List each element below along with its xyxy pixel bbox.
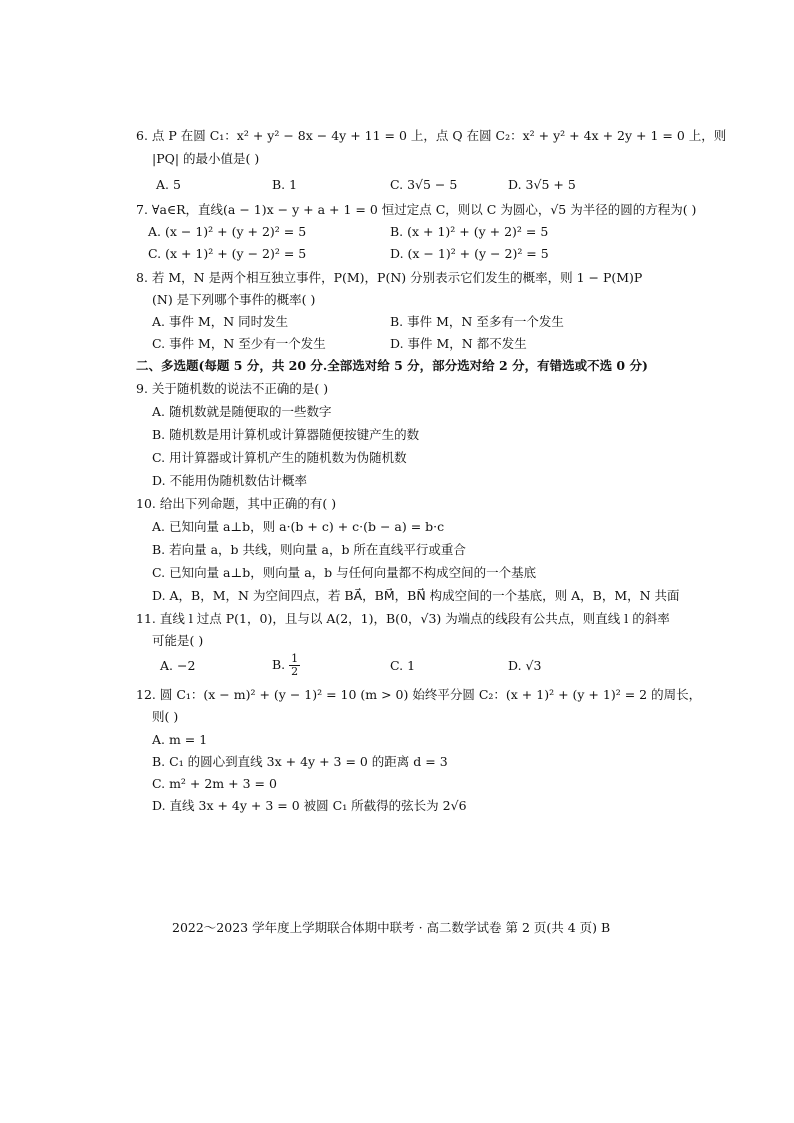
question-7-option-d: D. (x − 1)² + (y − 2)² = 5 (390, 246, 549, 261)
question-8-option-d: D. 事件 M，N 都不发生 (390, 336, 527, 351)
question-11-option-c: C. 1 (390, 658, 416, 673)
question-11-option-b (272, 650, 300, 680)
question-6-stem: 6. 点 P 在圆 C₁：x² + y² − 8x − 4y + 11 = 0 上，点 Q 在圆 C₂：x² + y² + 4x + 2y + 1 = 0 上，则 (136, 128, 727, 143)
question-8-option-a: A. 事件 M，N 同时发生 (152, 314, 289, 329)
question-11-option-d: D. √3 (508, 658, 542, 673)
fraction-one-half (289, 653, 300, 678)
fraction-numerator: 1 (291, 652, 299, 665)
question-12-option-a: A. m = 1 (152, 732, 208, 747)
question-11-option-b-label: B. (272, 657, 286, 672)
question-7-option-a: A. (x − 1)² + (y + 2)² = 5 (148, 224, 307, 239)
question-12-stem-cont: 则( ) (152, 709, 179, 724)
question-9-option-c: C. 用计算器或计算机产生的随机数为伪随机数 (152, 450, 407, 465)
question-11-option-a: A. −2 (160, 658, 196, 673)
question-7-option-b: B. (x + 1)² + (y + 2)² = 5 (390, 224, 549, 239)
question-9-stem: 9. 关于随机数的说法不正确的是( ) (136, 381, 329, 396)
question-6-option-a: A. 5 (156, 177, 181, 192)
question-10-stem: 10. 给出下列命题，其中正确的有( ) (136, 496, 337, 511)
question-8-stem-cont: (N) 是下列哪个事件的概率( ) (152, 292, 316, 307)
section-2-heading: 二、多选题(每题 5 分，共 20 分.全部选对给 5 分，部分选对给 2 分，有错选或不选 0 分) (136, 358, 648, 373)
question-10-option-c: C. 已知向量 a⊥b，则向量 a，b 与任何向量都不构成空间的一个基底 (152, 565, 537, 580)
question-8-option-b: B. 事件 M，N 至多有一个发生 (390, 314, 564, 329)
question-9-option-d: D. 不能用伪随机数估计概率 (152, 473, 308, 488)
question-12-option-c: C. m² + 2m + 3 = 0 (152, 776, 277, 791)
question-7-option-c: C. (x + 1)² + (y − 2)² = 5 (148, 246, 307, 261)
page-footer: 2022～2023 学年度上学期联合体期中联考 · 高二数学试卷 第 2 页(共 4 页) B (172, 920, 611, 935)
question-6-option-b: B. 1 (272, 177, 298, 192)
question-10-option-a: A. 已知向量 a⊥b，则 a·(b + c) + c·(b − a) = b·c (152, 519, 445, 534)
question-8-option-c: C. 事件 M，N 至少有一个发生 (152, 336, 326, 351)
question-11-stem: 11. 直线 l 过点 P(1，0)，且与以 A(2，1)，B(0，√3) 为端点的线段有公共点，则直线 l 的斜率 (136, 611, 670, 626)
question-8-stem: 8. 若 M，N 是两个相互独立事件，P(M)，P(N) 分别表示它们发生的概率，则 1 − P(M)P (136, 270, 643, 285)
question-12-option-b: B. C₁ 的圆心到直线 3x + 4y + 3 = 0 的距离 d = 3 (152, 754, 448, 769)
fraction-denominator: 2 (291, 665, 299, 678)
question-10-option-d: D. A，B，M，N 为空间四点，若 BA⃗，BM⃗，BN⃗ 构成空间的一个基底，则 A，B，M，N 共面 (152, 588, 680, 603)
question-6-option-d: D. 3√5 + 5 (508, 177, 576, 192)
question-9-option-a: A. 随机数就是随便取的一些数字 (152, 404, 332, 419)
question-11-stem-cont: 可能是( ) (152, 633, 204, 648)
question-6-stem-cont: |PQ| 的最小值是( ) (152, 151, 260, 166)
question-12-option-d: D. 直线 3x + 4y + 3 = 0 被圆 C₁ 所截得的弦长为 2√6 (152, 798, 467, 813)
question-6-option-c: C. 3√5 − 5 (390, 177, 458, 192)
question-9-option-b: B. 随机数是用计算机或计算器随便按键产生的数 (152, 427, 420, 442)
question-7-stem: 7. ∀a∈R，直线(a − 1)x − y + a + 1 = 0 恒过定点 C，则以 C 为圆心，√5 为半径的圆的方程为( ) (136, 202, 697, 217)
question-12-stem: 12. 圆 C₁：(x − m)² + (y − 1)² = 10 (m > 0) 始终平分圆 C₂：(x + 1)² + (y + 1)² = 2 的周长， (136, 687, 702, 702)
question-10-option-b: B. 若向量 a，b 共线，则向量 a，b 所在直线平行或重合 (152, 542, 466, 557)
